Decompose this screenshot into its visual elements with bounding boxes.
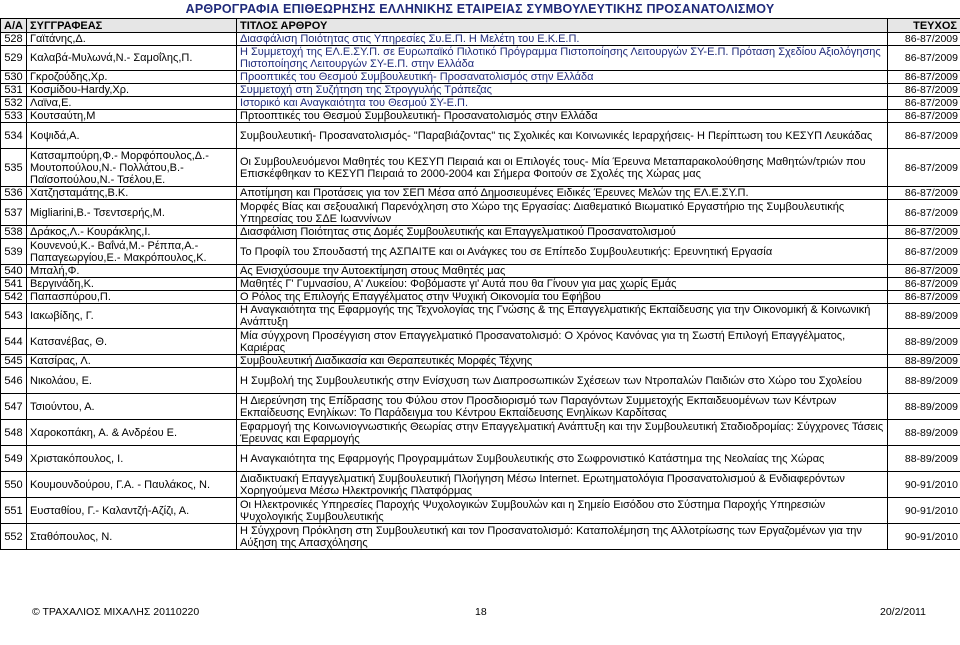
banner-title: ΑΡΘΡΟΓΡΑΦΙΑ ΕΠΙΘΕΩΡΗΣΗΣ ΕΛΛΗΝΙΚΗΣ ΕΤΑΙΡΕΙΑΣ ΣΥΜΒΟΥΛΕΥΤΙΚΗΣ ΠΡΟΣΑΝΑΤΟΛΙΣΜΟΥ <box>185 2 775 16</box>
cell-title: Διαδικτυακή Επαγγελματική Συμβουλευτική Πλοήγηση Μέσω Internet. Ερωτηματολόγια Προσανατολισμού & Ενδιαφερόντων Χορηγούμενα Μέσω Ηλεκτρονικής Πλατφόρμας <box>237 472 888 498</box>
cell-issue: 90-91/2010 <box>888 524 960 550</box>
cell-issue: 88-89/2009 <box>888 304 960 329</box>
cell-title: Προοπτικές του Θεσμού Συμβουλευτική- Προσανατολισμός στην Ελλάδα <box>237 71 888 84</box>
cell-number: 531 <box>1 84 27 97</box>
cell-author: Καλαβά-Μυλωνά,Ν.- Σαμοΐλης,Π. <box>27 46 237 71</box>
table-row <box>1 33 960 46</box>
cell-title: Διασφάλιση Ποιότητας στις Δομές Συμβουλευτικής και Επαγγελματικού Προσανατολισμού <box>237 226 888 239</box>
cell-title: Ο Ρόλος της Επιλογής Επαγγέλματος στην Ψυχική Οικονομία του Εφήβου <box>237 291 888 304</box>
cell-author: Χριστακόπουλος, Ι. <box>27 446 237 472</box>
cell-issue: 88-89/2009 <box>888 446 960 472</box>
cell-author: Κατσαμπούρη,Φ.- Μορφόπουλος,Δ.- Μουτοπούλου,Ν.- Πολλάτου,Β.- Παϊσοπούλου,Ν.- Τσέλου,Ε. <box>27 149 237 187</box>
table-row <box>1 149 960 187</box>
cell-title: Η Συμβολή της Συμβουλευτικής στην Ενίσχυση των Διαπροσωπικών Σχέσεων των Ντροπαλών Παιδιών στο Χώρο του Σχολείου <box>237 368 888 394</box>
table-row <box>1 329 960 355</box>
cell-number: 547 <box>1 394 27 420</box>
cell-issue: 88-89/2009 <box>888 394 960 420</box>
cell-issue: 90-91/2010 <box>888 472 960 498</box>
cell-number: 539 <box>1 239 27 265</box>
table-row <box>1 110 960 123</box>
cell-title: Πρτοοπτικές του Θεσμού Συμβουλευτική- Προσανατολισμός στην Ελλάδα <box>237 110 888 123</box>
table-row <box>1 200 960 226</box>
cell-author: Κουνενού,Κ.- Βαΐνά,Μ.- Ρέππα,Α.- Παπαγεωργίου,Ε.- Μακρόπουλος,Κ. <box>27 239 237 265</box>
cell-issue: 86-87/2009 <box>888 97 960 110</box>
cell-number: 529 <box>1 46 27 71</box>
cell-number: 551 <box>1 498 27 524</box>
cell-title: Η Αναγκαιότητα της Εφαρμογής Προγραμμάτων Συμβουλευτικής στο Σωφρονιστικό Κατάστημα της Νεολαίας της Χώρας <box>237 446 888 472</box>
cell-title: Εφαρμογή της Κοινωνιογνωστικής Θεωρίας στην Επαγγελματική Ανάπτυξη και την Συμβουλευτική Σταδιοδρομίας: Σύγχρονες Τάσεις Έρευνας και Εφαρμογής <box>237 420 888 446</box>
cell-issue: 86-87/2009 <box>888 291 960 304</box>
table-row <box>1 524 960 550</box>
cell-title: Συμβουλευτική- Προσανατολισμός- "Παραβιάζοντας" τις Σχολικές και Κοινωνικές Ιεραρχήσεις- Η Περίπτωση του ΚΕΣΥΠ Λευκάδας <box>237 123 888 149</box>
cell-title: Συμβουλευτική Διαδικασία και Θεραπευτικές Μορφές Τέχνης <box>237 355 888 368</box>
table-row <box>1 291 960 304</box>
table-row <box>1 226 960 239</box>
cell-author: Δράκος,Λ.- Κουράκλης,Ι. <box>27 226 237 239</box>
table-row <box>1 304 960 329</box>
table-row <box>1 368 960 394</box>
cell-author: Ιακωβίδης, Γ. <box>27 304 237 329</box>
col-header-title: ΤΙΤΛΟΣ ΑΡΘΡΟΥ <box>237 19 888 33</box>
table-row <box>1 446 960 472</box>
table-row <box>1 394 960 420</box>
cell-title: Συμμετοχή στη Συζήτηση της Στρογγυλής Τράπεζας <box>237 84 888 97</box>
cell-issue: 86-87/2009 <box>888 123 960 149</box>
table-row <box>1 278 960 291</box>
cell-author: Κοσμίδου-Hardy,Χρ. <box>27 84 237 97</box>
table-row <box>1 498 960 524</box>
table-row <box>1 46 960 71</box>
cell-author: Κοψιδά,Α. <box>27 123 237 149</box>
cell-issue: 86-87/2009 <box>888 200 960 226</box>
cell-title: Ας Ενισχύσουμε την Αυτοεκτίμηση στους Μαθητές μας <box>237 265 888 278</box>
cell-number: 540 <box>1 265 27 278</box>
cell-number: 543 <box>1 304 27 329</box>
cell-issue: 88-89/2009 <box>888 368 960 394</box>
cell-author: Ευσταθίου, Γ.- Καλαντζή-Αζίζι, Α. <box>27 498 237 524</box>
cell-number: 542 <box>1 291 27 304</box>
cell-title: Διασφάλιση Ποιότητας στις Υπηρεσίες Συ.Ε.Π. Η Μελέτη του Ε.Κ.Ε.Π. <box>237 33 888 46</box>
table-row <box>1 123 960 149</box>
cell-number: 537 <box>1 200 27 226</box>
cell-author: Μπαλή,Φ. <box>27 265 237 278</box>
cell-title: Μία σύγχρονη Προσέγγιση στον Επαγγελματικό Προσανατολισμό: Ο Χρόνος Κανόνας για τη Σωστή Επιλογή Επαγγέλματος, Καριέρας <box>237 329 888 355</box>
cell-issue: 90-91/2010 <box>888 498 960 524</box>
cell-issue: 86-87/2009 <box>888 278 960 291</box>
cell-author: Κατσίρας, Λ. <box>27 355 237 368</box>
cell-title: Ιστορικό και Αναγκαιότητα του Θεσμού ΣΥ-Ε.Π. <box>237 97 888 110</box>
cell-author: Τσιούντου, Α. <box>27 394 237 420</box>
cell-title: Αποτίμηση και Προτάσεις για τον ΣΕΠ Μέσα από Δημοσιευμένες Ειδικές Έρευνες Μελών της ΕΛ.Ε.ΣΥ.Π. <box>237 187 888 200</box>
cell-author: Χαροκοπάκη, Α. & Ανδρέου Ε. <box>27 420 237 446</box>
cell-author: Κουμουνδούρου, Γ.Α. - Παυλάκος, Ν. <box>27 472 237 498</box>
cell-title: Οι Συμβουλευόμενοι Μαθητές του ΚΕΣΥΠ Πειραιά και οι Επιλογές τους- Μία Έρευνα Μεταπαρακολούθησης Μαθητών/τριών που Επισκέφθηκαν το ΚΕΣΥΠ Πειραιά το 2000-2004 και Σήμερα Φοιτούν σε Σχολές της Χώρας μας <box>237 149 888 187</box>
cell-number: 532 <box>1 97 27 110</box>
cell-issue: 86-87/2009 <box>888 239 960 265</box>
cell-title: Μορφές Βίας και σεξουαλική Παρενόχληση στο Χώρο της Εργασίας: Διαθεματικό Βιωματικό Εργαστήριο της Συμβουλευτικής Υπηρεσίας του ΣΔΕ Ιωαννίνων <box>237 200 888 226</box>
cell-issue: 88-89/2009 <box>888 355 960 368</box>
articles-table <box>0 18 960 550</box>
cell-number: 548 <box>1 420 27 446</box>
footer-copyright: © ΤΡΑΧΑΛΙΟΣ ΜΙΧΑΛΗΣ 20110220 <box>32 606 200 618</box>
page-footer <box>0 604 960 620</box>
cell-author: Κουτσαύτη,Μ <box>27 110 237 123</box>
cell-title: Μαθητές Γ' Γυμνασίου, Α' Λυκείου: Φοβόμαστε γι' Αυτά που θα Γίνουν για μας χωρίς Εμάς <box>237 278 888 291</box>
cell-author: Παπασπύρου,Π. <box>27 291 237 304</box>
table-row <box>1 420 960 446</box>
cell-author: Χατζησταμάτης,Β.Κ. <box>27 187 237 200</box>
table-row <box>1 187 960 200</box>
cell-author: Γαϊτάνης,Δ. <box>27 33 237 46</box>
cell-number: 533 <box>1 110 27 123</box>
cell-issue: 86-87/2009 <box>888 84 960 97</box>
cell-issue: 88-89/2009 <box>888 420 960 446</box>
table-row <box>1 84 960 97</box>
cell-author: Νικολάου, Ε. <box>27 368 237 394</box>
cell-number: 550 <box>1 472 27 498</box>
cell-issue: 86-87/2009 <box>888 187 960 200</box>
cell-number: 544 <box>1 329 27 355</box>
cell-number: 545 <box>1 355 27 368</box>
footer-date: 20/2/2011 <box>880 606 926 618</box>
col-header-no: Α/Α <box>1 19 27 33</box>
cell-author: Σταθόπουλος, Ν. <box>27 524 237 550</box>
cell-title: Το Προφίλ του Σπουδαστή της ΑΣΠΑΙΤΕ και οι Ανάγκες του σε Επίπεδο Συμβουλευτικής: Ερευνητική Εργασία <box>237 239 888 265</box>
cell-number: 536 <box>1 187 27 200</box>
cell-number: 546 <box>1 368 27 394</box>
cell-issue: 86-87/2009 <box>888 226 960 239</box>
cell-issue: 88-89/2009 <box>888 329 960 355</box>
cell-number: 535 <box>1 149 27 187</box>
col-header-author: ΣΥΓΓΡΑΦΕΑΣ <box>27 19 237 33</box>
cell-author: Λαϊνα,Ε. <box>27 97 237 110</box>
cell-author: Κατσανέβας, Θ. <box>27 329 237 355</box>
cell-number: 541 <box>1 278 27 291</box>
cell-number: 530 <box>1 71 27 84</box>
cell-issue: 86-87/2009 <box>888 33 960 46</box>
cell-number: 528 <box>1 33 27 46</box>
cell-title: Η Αναγκαιότητα της Εφαρμογής της Τεχνολογίας της Γνώσης & της Επαγγελματικής Εκπαίδευσης για την Οικονομική & Κοινωνική Ανάπτυξη <box>237 304 888 329</box>
cell-issue: 86-87/2009 <box>888 110 960 123</box>
table-row <box>1 71 960 84</box>
cell-title: Η Συμμετοχή της ΕΛ.Ε.ΣΥ.Π. σε Ευρωπαϊκό Πιλοτικό Πρόγραμμα Πιστοποίησης Λειτουργών ΣΥ-Ε.Π. Πρόταση Σχεδίου Αξιολόγησης Πιστοποίησης Λειτουργών ΣΥ-Ε.Π. στην Ελλάδα <box>237 46 888 71</box>
header-row <box>1 19 960 33</box>
cell-number: 538 <box>1 226 27 239</box>
cell-issue: 86-87/2009 <box>888 46 960 71</box>
table-row <box>1 472 960 498</box>
document-banner <box>0 0 960 16</box>
cell-issue: 86-87/2009 <box>888 265 960 278</box>
cell-title: Η Σύγχρονη Πρόκληση στη Συμβουλευτική και τον Προσανατολισμό: Καταπολέμηση της Αλλοτρίωσης των Εργαζομένων για την Αύξηση της Απασχόλησης <box>237 524 888 550</box>
cell-number: 552 <box>1 524 27 550</box>
cell-number: 549 <box>1 446 27 472</box>
cell-author: Migliarini,Β.- Τσεντσερής,Μ. <box>27 200 237 226</box>
cell-issue: 86-87/2009 <box>888 71 960 84</box>
cell-title: Οι Ηλεκτρονικές Υπηρεσίες Παροχής Ψυχολογικών Συμβουλών και η Σημείο Εισόδου στο Σύστημα Παροχής Υπηρεσιών Ψυχολογικής Συμβουλευτικής <box>237 498 888 524</box>
col-header-issue: ΤΕΥΧΟΣ <box>888 19 960 33</box>
table-row <box>1 355 960 368</box>
cell-number: 534 <box>1 123 27 149</box>
cell-issue: 86-87/2009 <box>888 149 960 187</box>
table-row <box>1 239 960 265</box>
cell-author: Βεργινάδη,Κ. <box>27 278 237 291</box>
table-row <box>1 97 960 110</box>
cell-author: Γκροζούδης,Χρ. <box>27 71 237 84</box>
cell-title: Η Διερεύνηση της Επίδρασης του Φύλου στον Προσδιορισμό των Παραγόντων Συμμετοχής Εκπαιδευομένων των Κέντρων Εκπαίδευσης Ενηλίκων: Το Παράδειγμα του Κέντρου Εκπαίδευσης Ενηλίκων Καρδίτσας <box>237 394 888 420</box>
footer-page-number: 18 <box>475 606 487 618</box>
table-row <box>1 265 960 278</box>
